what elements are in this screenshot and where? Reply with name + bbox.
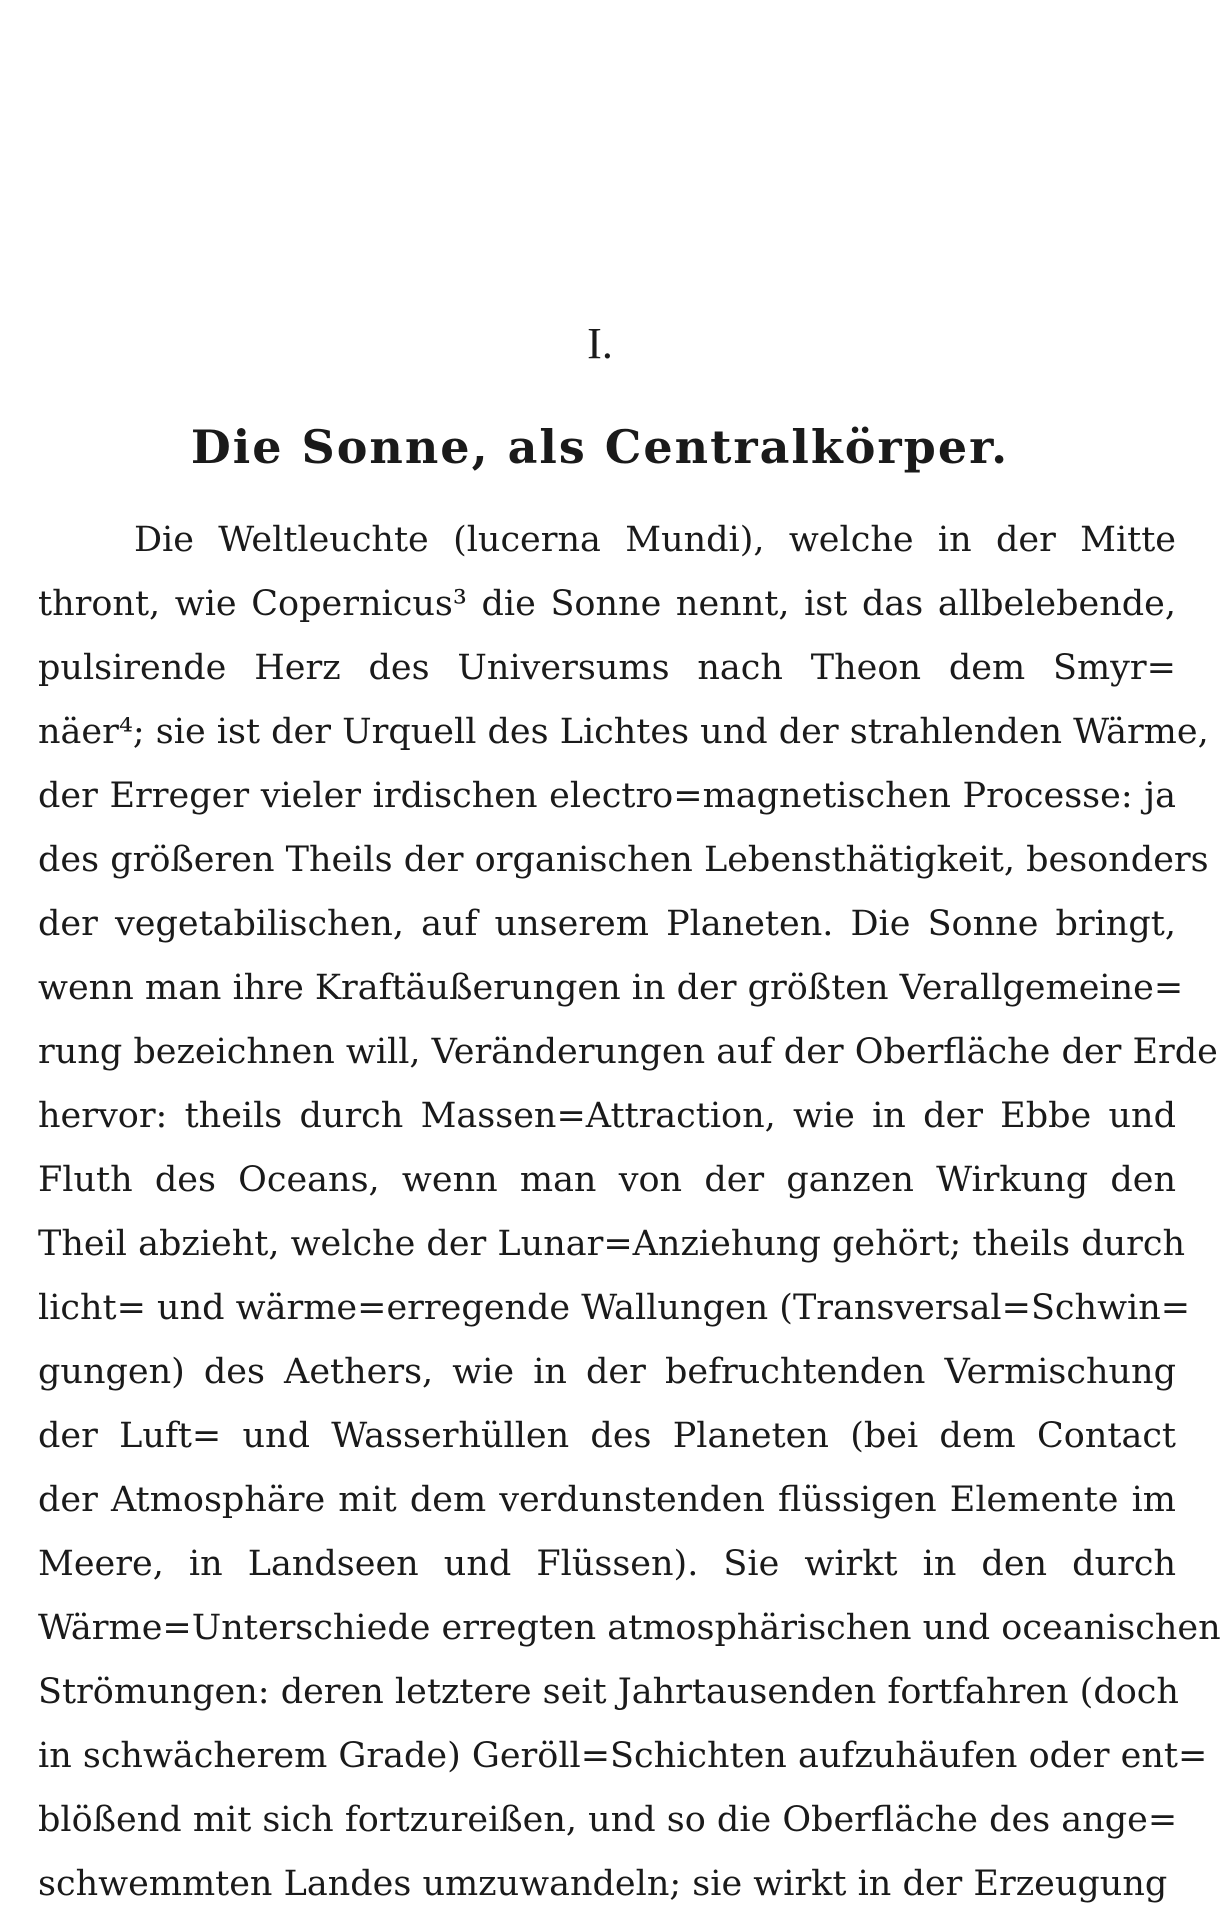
text-line: Strömungen: deren letztere seit Jahrtausenden fortfahren (doch <box>38 1672 1179 1712</box>
text-line: gungen) des Aethers, wie in der befruchtenden Vermischung <box>38 1352 1176 1392</box>
text-line: Meere, in Landseen und Flüssen). Sie wirkt in den durch <box>38 1544 1176 1584</box>
text-line: der Luft= und Wasserhüllen des Planeten (bei dem Contact <box>38 1416 1176 1456</box>
text-line: des größeren Theils der organischen Lebensthätigkeit, besonders <box>38 840 1209 880</box>
text-line: thront, wie Copernicus³ die Sonne nennt, ist das allbelebende, <box>38 584 1176 624</box>
text-line: Die Weltleuchte (lucerna Mundi), welche in der Mitte <box>134 520 1176 560</box>
text-line: pulsirende Herz des Universums nach Theon dem Smyr= <box>38 648 1176 688</box>
text-line: licht= und wärme=erregende Wallungen (Transversal=Schwin= <box>38 1288 1191 1328</box>
text-line: der vegetabilischen, auf unserem Planeten. Die Sonne bringt, <box>38 904 1176 944</box>
section-number: I. <box>587 319 613 368</box>
text-line: wenn man ihre Kraftäußerungen in der größten Verallgemeine= <box>38 968 1184 1008</box>
text-line: blößend mit sich fortzureißen, und so die Oberfläche des ange= <box>38 1800 1178 1840</box>
text-line: Fluth des Oceans, wenn man von der ganzen Wirkung den <box>38 1160 1176 1200</box>
text-line: näer⁴; sie ist der Urquell des Lichtes und der strahlenden Wärme, <box>38 712 1209 752</box>
text-line: Wärme=Unterschiede erregten atmosphärischen und oceanischen <box>38 1608 1221 1648</box>
text-line: der Atmosphäre mit dem verdunstenden flüssigen Elemente im <box>38 1480 1176 1520</box>
text-line: Theil abzieht, welche der Lunar=Anziehung gehört; theils durch <box>38 1224 1186 1264</box>
text-line: in schwächerem Grade) Geröll=Schichten aufzuhäufen oder ent= <box>38 1736 1208 1776</box>
text-line: hervor: theils durch Massen=Attraction, wie in der Ebbe und <box>38 1096 1176 1136</box>
text-line: rung bezeichnen will, Veränderungen auf der Oberfläche der Erde <box>38 1032 1218 1072</box>
text-line: schwemmten Landes umzuwandeln; sie wirkt in der Erzeugung <box>38 1864 1168 1904</box>
chapter-title: Die Sonne, als Centralkörper. <box>190 420 1010 474</box>
text-line: der Erreger vieler irdischen electro=magnetischen Processe: ja <box>38 776 1176 816</box>
body-paragraph <box>38 508 1221 1916</box>
